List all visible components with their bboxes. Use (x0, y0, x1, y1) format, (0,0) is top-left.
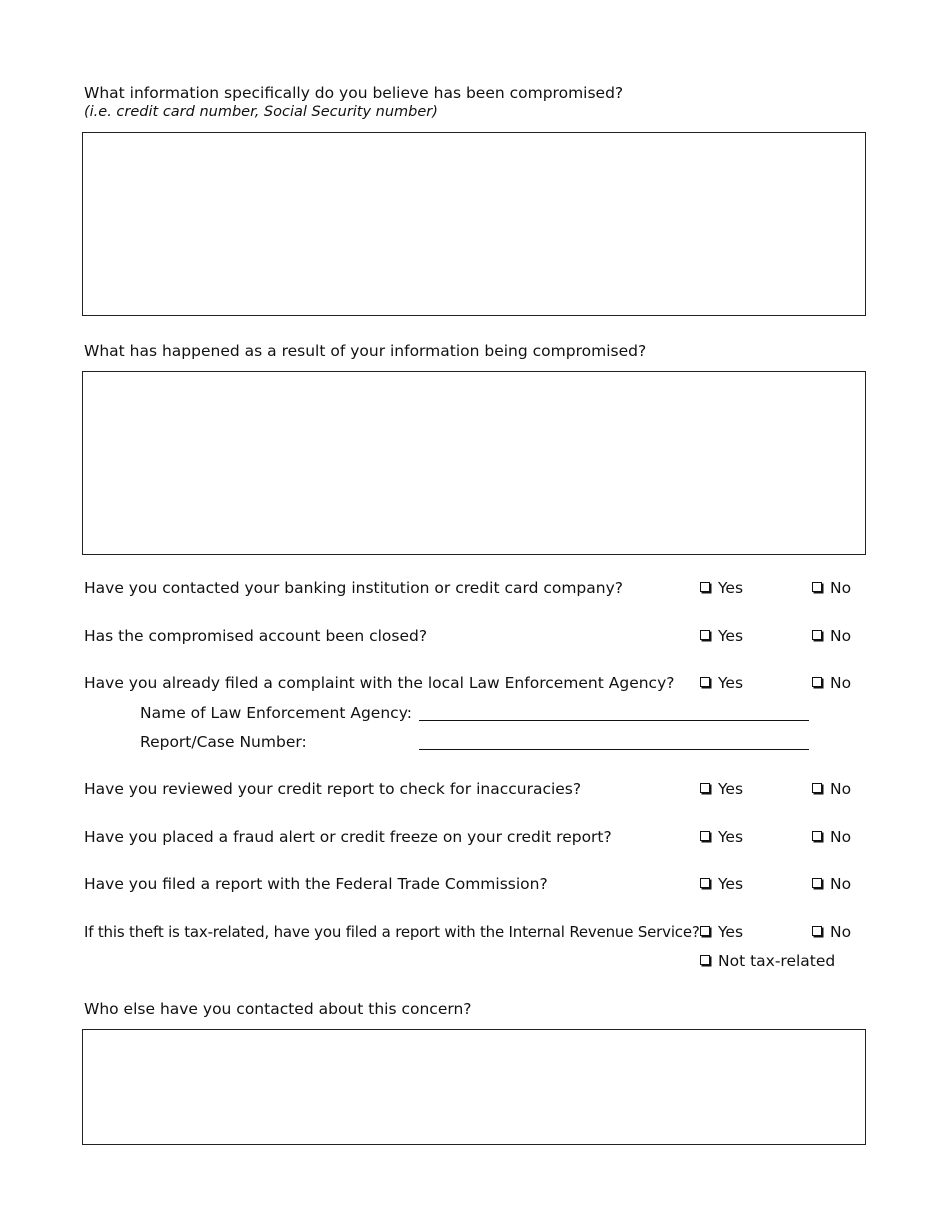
case-number-field[interactable] (419, 749, 809, 750)
checkbox-icon (812, 582, 822, 592)
no-label: No (830, 674, 852, 692)
yes-label: Yes (718, 627, 744, 645)
question-fraud-alert: Have you placed a fraud alert or credit freeze on your credit report? (84, 828, 612, 846)
yes-label: Yes (718, 674, 744, 692)
contacted-bank-no[interactable] (811, 578, 851, 598)
checkbox-icon (700, 783, 710, 793)
question-contacted-bank: Have you contacted your banking institution or credit card company? (84, 579, 623, 597)
no-label: No (830, 627, 852, 645)
info-compromised-textarea[interactable] (82, 132, 866, 316)
ftc-report-no[interactable] (811, 874, 851, 894)
no-label: No (830, 780, 852, 798)
agency-name-field[interactable] (419, 720, 809, 721)
checkbox-icon (812, 831, 822, 841)
checkbox-icon (700, 630, 710, 640)
checkbox-icon (812, 630, 822, 640)
not-tax-related-label: Not tax-related (718, 952, 836, 970)
what-happened-textarea[interactable] (82, 371, 866, 555)
irs-report-no[interactable] (811, 922, 851, 942)
irs-not-tax-related[interactable] (699, 951, 835, 971)
no-label: No (830, 579, 852, 597)
yes-label: Yes (718, 875, 744, 893)
checkbox-icon (812, 926, 822, 936)
question-reviewed-credit: Have you reviewed your credit report to check for inaccuracies? (84, 780, 582, 798)
agency-name-label: Name of Law Enforcement Agency: (140, 704, 412, 722)
irs-report-yes[interactable] (699, 922, 743, 942)
question-irs-report: If this theft is tax-related, have you filed a report with the Internal Revenue Service? (84, 923, 700, 941)
question-account-closed: Has the compromised account been closed? (84, 627, 428, 645)
no-label: No (830, 875, 852, 893)
fraud-alert-no[interactable] (811, 827, 851, 847)
checkbox-icon (700, 582, 710, 592)
no-label: No (830, 923, 852, 941)
who-else-contacted-textarea[interactable] (82, 1029, 866, 1145)
question-what-happened: What has happened as a result of your information being compromised? (84, 342, 647, 360)
yes-label: Yes (718, 828, 744, 846)
fraud-alert-yes[interactable] (699, 827, 743, 847)
filed-complaint-yes[interactable] (699, 673, 743, 693)
contacted-bank-yes[interactable] (699, 578, 743, 598)
question-info-hint: (i.e. credit card number, Social Security number) (84, 104, 438, 120)
question-who-else-contacted: Who else have you contacted about this concern? (84, 1000, 472, 1018)
case-number-label: Report/Case Number: (140, 733, 307, 751)
ftc-report-yes[interactable] (699, 874, 743, 894)
reviewed-credit-yes[interactable] (699, 779, 743, 799)
no-label: No (830, 828, 852, 846)
reviewed-credit-no[interactable] (811, 779, 851, 799)
checkbox-icon (700, 878, 710, 888)
checkbox-icon (812, 677, 822, 687)
checkbox-icon (812, 878, 822, 888)
checkbox-icon (700, 955, 710, 965)
question-filed-complaint: Have you already filed a complaint with the local Law Enforcement Agency? (84, 674, 675, 692)
account-closed-no[interactable] (811, 626, 851, 646)
account-closed-yes[interactable] (699, 626, 743, 646)
checkbox-icon (700, 926, 710, 936)
checkbox-icon (700, 677, 710, 687)
checkbox-icon (812, 783, 822, 793)
yes-label: Yes (718, 923, 744, 941)
checkbox-icon (700, 831, 710, 841)
question-info-compromised: What information specifically do you believe has been compromised? (84, 84, 624, 102)
question-ftc-report: Have you filed a report with the Federal Trade Commission? (84, 875, 548, 893)
filed-complaint-no[interactable] (811, 673, 851, 693)
yes-label: Yes (718, 780, 744, 798)
yes-label: Yes (718, 579, 744, 597)
